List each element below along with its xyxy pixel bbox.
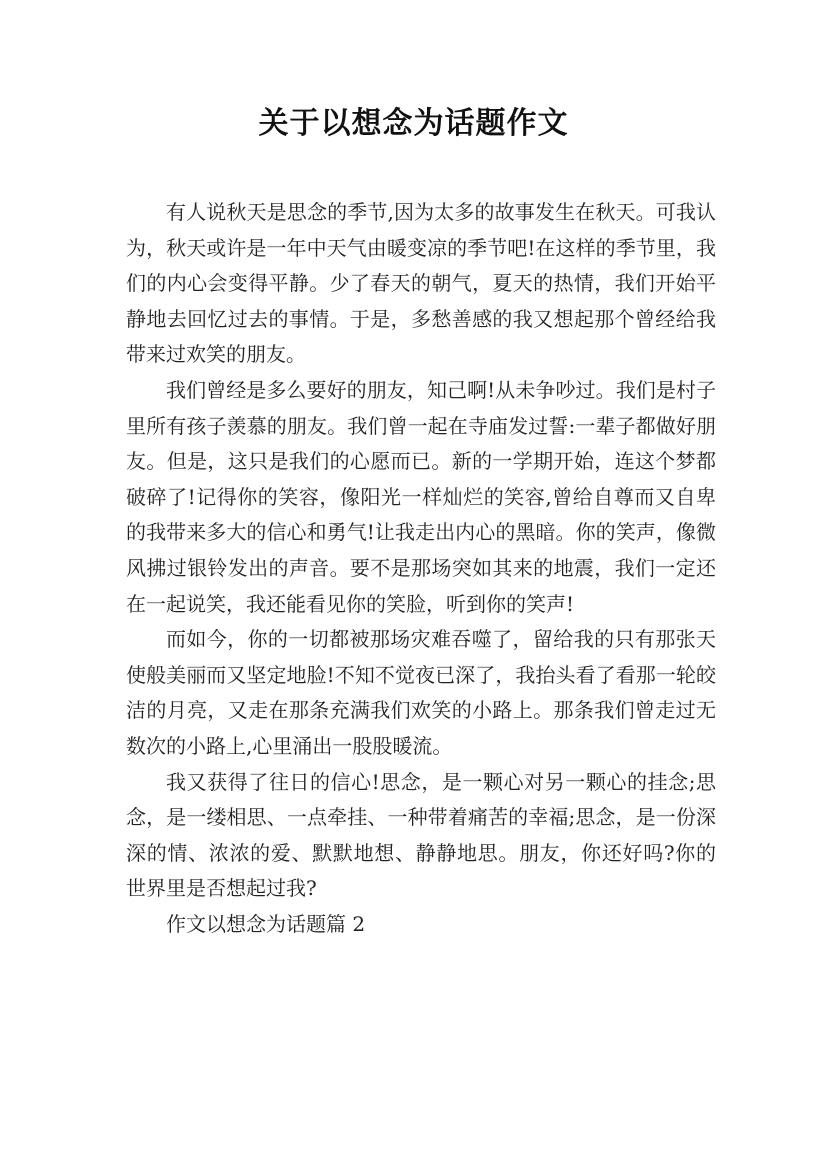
document-title: 关于以想念为话题作文	[258, 106, 569, 141]
paragraph-2: 我们曾经是多么要好的朋友，知己啊!从未争吵过。我们是村子里所有孩子羡慕的朋友。我们曾一起在寺庙发过誓:一辈子都做好朋友。但是，这只是我们的心愿而已。新的一学期开始，连这个梦都破碎了!记得你的笑容，像阳光一样灿烂的笑容,曾给自尊而又自卑的我带来多大的信心和勇气!让我走出内心的黑暗。你的笑声，像微风拂过银铃发出的声音。要不是那场突如其来的地震，我们一定还在一起说笑，我还能看见你的笑脸，听到你的笑声!	[126, 377, 716, 616]
document-body	[126, 195, 716, 942]
paragraph-3: 而如今，你的一切都被那场灾难吞噬了，留给我的只有那张天使般美丽而又坚定地脸!不知不觉夜已深了，我抬头看了看那一轮皎洁的月亮，又走在那条充满我们欢笑的小路上。那条我们曾走过无数次的小路上,心里涌出一股股暖流。	[126, 627, 716, 758]
section-heading-2: 作文以想念为话题篇 2	[166, 911, 366, 936]
paragraph-4: 我又获得了往日的信心!思念，是一颗心对另一颗心的挂念;思念，是一缕相思、一点牵挂、一种带着痛苦的幸福;思念，是一份深深的情、浓浓的爱、默默地想、静静地思。朋友，你还好吗?你的世界里是否想起过我?	[126, 769, 716, 901]
paragraph-1: 有人说秋天是思念的季节,因为太多的故事发生在秋天。可我认为，秋天或许是一年中天气由暖变凉的季节吧!在这样的季节里，我们的内心会变得平静。少了春天的朝气，夏天的热情，我们开始平静地去回忆过去的事情。于是，多愁善感的我又想起那个曾经给我带来过欢笑的朋友。	[126, 200, 716, 367]
